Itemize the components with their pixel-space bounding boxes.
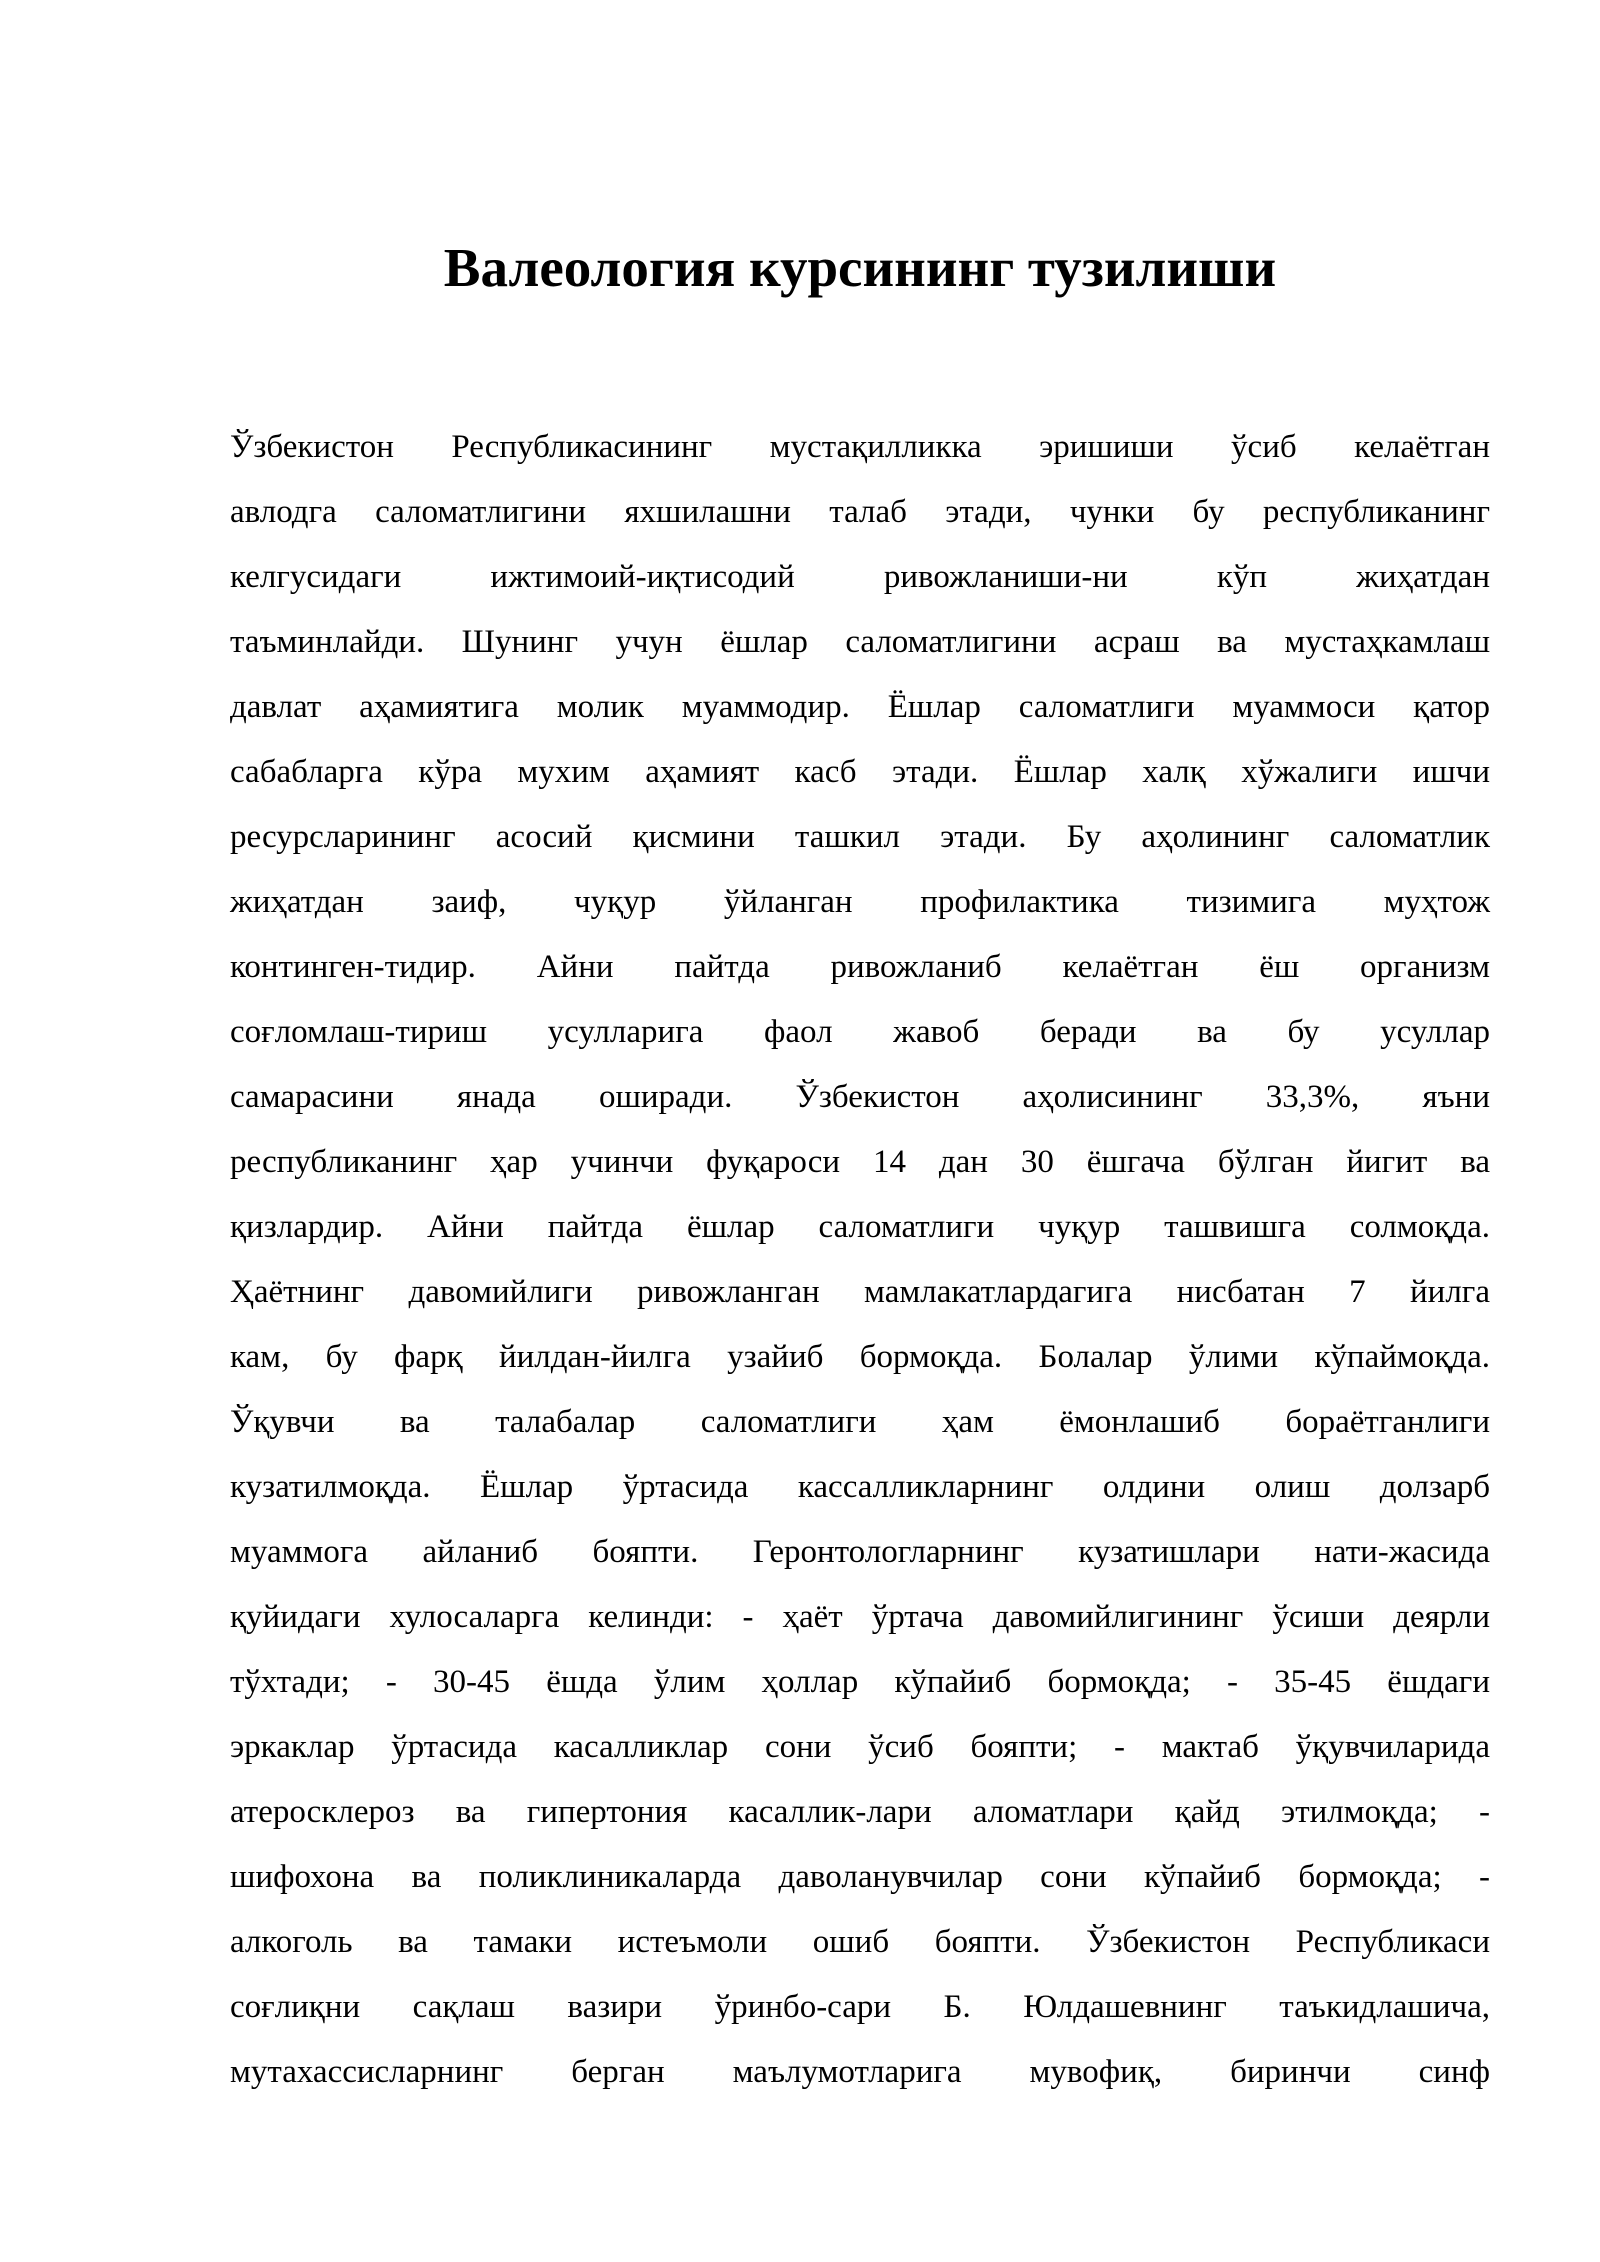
body-text-line: атеросклероз ва гипертония касаллик-лари аломатлари қайд этилмоқда; - [230,1794,1490,1830]
body-text-line: кам, бу фарқ йилдан-йилга узайиб бормоқда. Болалар ўлими кўпаймоқда. [230,1339,1490,1375]
body-text-line: ресурсларининг асосий қисмини ташкил этади. Бу аҳолининг саломатлик [230,819,1490,855]
body-text-line: эркаклар ўртасида касалликлар сони ўсиб бояпти; - мактаб ўқувчиларида [230,1729,1490,1765]
body-text-line: авлодга саломатлигини яхшилашни талаб этади, чунки бу республиканинг [230,494,1490,530]
body-text-line: самарасини янада оширади. Ўзбекистон аҳолисининг 33,3%, яъни [230,1079,1490,1115]
body-text-line: қуйидаги хулосаларга келинди: - ҳаёт ўртача давомийлигининг ўсиши деярли [230,1599,1490,1635]
body-text-line: Ҳаётнинг давомийлиги ривожланган мамлакатлардагига нисбатан 7 йилга [230,1274,1490,1310]
body-text-line: Ўзбекистон Республикасининг мустақилликка эришиши ўсиб келаётган [230,429,1490,465]
body-text-line: қизлардир. Айни пайтда ёшлар саломатлиги чуқур ташвишга солмоқда. [230,1209,1490,1245]
body-text-line: келгусидаги ижтимоий-иқтисодий ривожланиши-ни кўп жиҳатдан [230,559,1490,595]
body-text-line: давлат аҳамиятига молик муаммодир. Ёшлар саломатлиги муаммоси қатор [230,689,1490,725]
body-text-line: кузатилмоқда. Ёшлар ўртасида кассалликларнинг олдини олиш долзарб [230,1469,1490,1505]
body-text-line: муаммога айланиб бояпти. Геронтологларнинг кузатишлари нати-жасида [230,1534,1490,1570]
body-text-line: алкоголь ва тамаки истеъмоли ошиб бояпти. Ўзбекистон Республикаси [230,1924,1490,1960]
body-text-line: мутахассисларнинг берган маълумотларига мувофиқ, биринчи синф [230,2054,1490,2090]
body-text-line: соғломлаш-тириш усулларига фаол жавоб беради ва бу усуллар [230,1014,1490,1050]
body-text-line: республиканинг ҳар учинчи фуқароси 14 дан 30 ёшгача бўлган йигит ва [230,1144,1490,1180]
body-text-line: шифохона ва поликлиникаларда даволанувчилар сони кўпайиб бормоқда; - [230,1859,1490,1895]
body-text-line: соғлиқни сақлаш вазири ўринбо-сари Б. Юлдашевнинг таъкидлашича, [230,1989,1490,2025]
body-text-line: тўхтади; - 30-45 ёшда ўлим ҳоллар кўпайиб бормоқда; - 35-45 ёшдаги [230,1664,1490,1700]
body-text-line: сабабларга кўра мухим аҳамият касб этади. Ёшлар халқ хўжалиги ишчи [230,754,1490,790]
document-body [230,415,1490,2105]
document-title: Валеология курсининг тузилиши [443,237,1277,298]
body-text-line: континген-тидир. Айни пайтда ривожланиб келаётган ёш организм [230,949,1490,985]
body-text-line: жиҳатдан заиф, чуқур ўйланган профилактика тизимига муҳтож [230,884,1490,920]
body-text-line: Ўқувчи ва талабалар саломатлиги ҳам ёмонлашиб бораётганлиги [230,1404,1490,1440]
body-text-line: таъминлайди. Шунинг учун ёшлар саломатлигини асраш ва мустаҳкамлаш [230,624,1490,660]
